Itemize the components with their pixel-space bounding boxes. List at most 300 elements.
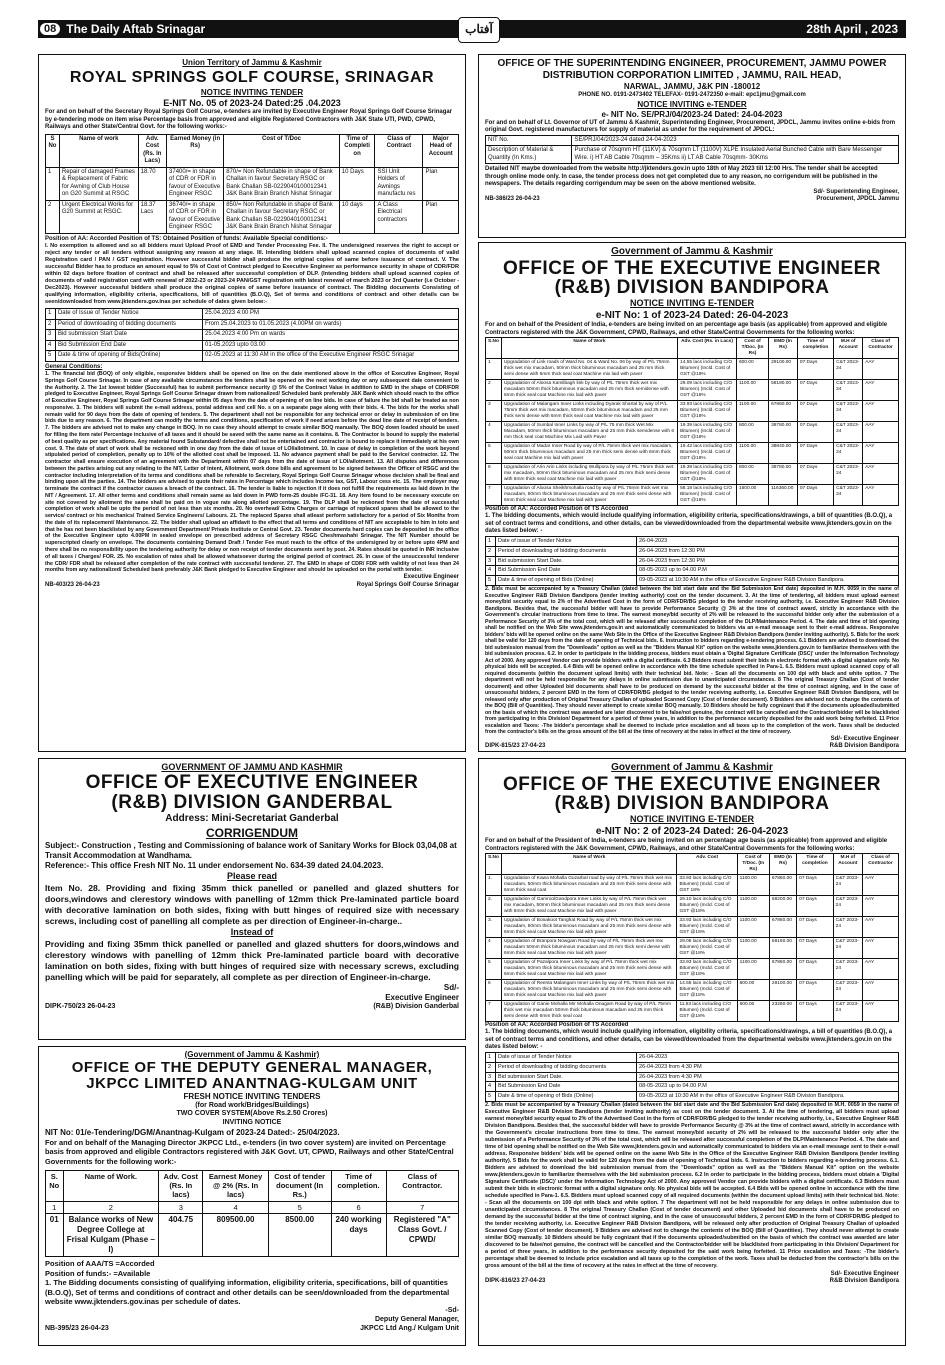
ad3-table-cell: C&T 2023-24: [834, 421, 863, 442]
ad5-table-header-row: [46, 1170, 459, 1201]
ad-jkpcc: [38, 1046, 466, 1346]
ad1-dates-cell: Date of Issue of Tender Notice: [55, 309, 202, 320]
ad4-sub: CORRIGENDUM: [206, 825, 298, 840]
ad1-dates-cell: Period of downloading of bidding documents: [55, 319, 202, 330]
ad5-work-cell: Balance works of New Degree College at Frisal Kulgam (Phase –I): [63, 1214, 159, 1257]
ad6-dates-table: [485, 1052, 899, 1102]
ad5-p1: 1. The Bidding documents consisting of qualifying information, eligibility criteria, specifications, bill of quantities (B.O.Q), Set of terms and conditions of contract and other details can be seen/downloaded from the departmental website www.jktenders.gov.inas per schedule of dates.: [45, 1277, 450, 1307]
ad4-reference: Reference:- This office Fresh NIT No. 11 under endorsement No. 634-39 dated 24.04.2023.: [45, 861, 384, 871]
ad3-table-cell: 800.00: [736, 421, 768, 442]
ad3-table-cell: AAY: [863, 421, 899, 442]
ad6-title2: (R&B) DIVISION BANDIPORA: [554, 793, 830, 815]
ad6-table-cell: Upgradation of Ganie Mohalla Mir Mohalla Onagam Road by way of P/L 75mm thick wet mix macadam 50mm thick bituminous macadam and 25 mm thick semi dense with 6mm thick seal coat: [501, 1000, 677, 1021]
ad3-table-header-row: [486, 338, 899, 359]
ad3-dates-cell: Period of downloading of bidding documents: [496, 546, 637, 556]
ad6-table-cell: 600.00: [737, 979, 769, 1000]
ad6-dates-row: [486, 1062, 899, 1072]
ad4-sig2: (R&B) Division Ganderbal: [373, 1003, 459, 1011]
ad1-dates-cell: From 25.04.2023 to 01.05.2023 (4.00PM on wards): [203, 319, 459, 330]
ad3-p1: 1. The bidding documents, which would include qualifying information, eligibility criteria, specifications/drawings, a bill of quantities (B.O.Q), a set of contract terms and conditions, and other details, can be viewed/downloaded from the departmental website www.jktenders.gov.in on the dates listed below: -: [485, 513, 893, 535]
ad5-sub1: FRESH NOTICE INVITING TENDERS: [183, 1091, 321, 1101]
ad3-table-row: [486, 463, 899, 484]
ad6-dates-cell: 26-04-2023 from 4:30 PM: [637, 1062, 899, 1072]
ad6-table-cell: 4: [486, 937, 502, 958]
ad3-table-cell: Upgradation of Arin Arin Links including Wullipora by way of P/L 75mm thick wet mix macadam, 50mm thick bituminous macadam and 25 mm thick semi dense with 6mm thick seal coat Machine mix laid with paver: [501, 463, 677, 484]
ad5-table-header-cell: Adv. Cost (Rs. In lacs): [159, 1170, 203, 1201]
ad5-pos1: Position of AAA/TS =Accorded: [45, 1259, 155, 1269]
ad1-dates-cell: 01-05.2023 upto 03.00: [203, 340, 459, 351]
ad6-p1: 1. The bidding documents, which would include qualifying information, eligibility criteria, specifications/drawings, a bill of quantities (B.O.Q), a set of contract terms and conditions, and other details, can be viewed/downloaded from the departmental website www.jktenders.gov.in on the dates listed below: -: [485, 1029, 893, 1051]
ad6-table-cell: C&T 2023-24: [833, 896, 862, 917]
ad6-table-cell: Upgradation of Bonakoot Tanghat Road by way of P/L 75mm thick wet mix macadam, 50mm thick bituminous macadam and 25 mm thick semi dense with 6mm thick seal coat Machine mix laid with paver: [501, 916, 677, 937]
ad6-table-row: [486, 875, 899, 896]
ad6-table-cell: 1100.00: [737, 958, 769, 979]
ad3-nit: e-NIT No: 1 of 2023-24 Dated: 26-04-2023: [595, 309, 789, 321]
ad6-table-cell: 07 Days: [797, 937, 834, 958]
ad6-dates-cell: 26-04-2023: [637, 1052, 899, 1062]
ad3-table-cell: AAY: [863, 442, 899, 463]
ad1-table-header-cell: Name of work: [59, 134, 138, 167]
ad1-dates-row: [46, 309, 459, 320]
ad6-table-cell: 29100.00: [769, 979, 796, 1000]
ad3-table-cell: 29100.00: [769, 359, 798, 380]
ad1-table-header-cell: Class of Contract: [375, 134, 423, 167]
ad1-table-cell: 18.37 Lacs: [138, 200, 166, 233]
ad5-number-cell: 3: [159, 1201, 203, 1213]
ad3-table-cell: 7: [486, 484, 502, 505]
ad2-table-cell: Description of Material & Quantity (In Kms.): [486, 146, 572, 164]
ad2-nit: e- NIT No. SE/PRJ/04/2023-24 Dated: 24-04-2023: [601, 109, 783, 119]
ad2-table-row: [486, 146, 899, 164]
ad6-table-cell: AAY: [862, 958, 898, 979]
ad3-dates-cell: 09-05-2023 at 10:30 AM in the office of Executive Engineer R&B Division Bandipora.: [637, 576, 899, 586]
ad3-table-cell: Upgradation of Aloosa Sheikhmohalla road by way of P/L 75mm thick wet mix macadam, 50mm thick bituminous macadam and 25 mm thick semi dense with 6mm thick seal coat Machine mix laid with paver: [501, 484, 677, 505]
ad5-number-row: [46, 1201, 459, 1213]
ad2-sub: NOTICE INVITING e-TENDER: [637, 99, 747, 109]
ad6-table-cell: 3.: [486, 916, 502, 937]
ad3-table-cell: 58180.00: [769, 380, 798, 401]
ad6-dates-cell: 09-05-2023 at 10:30 AM in the office of Executive Engineer R&B Division Bandipora.: [637, 1092, 899, 1102]
ad3-table-header-cell: Name of Work: [501, 338, 677, 359]
ad3-table-header-cell: Class of Contractor: [863, 338, 899, 359]
ad5-table-header-cell: Name of Work.: [63, 1170, 159, 1201]
page-header: [38, 20, 906, 38]
page-number: 08: [40, 23, 60, 35]
ad3-table-header-cell: Cost of T/Doc. (In Rs): [736, 338, 768, 359]
ad3-dates-cell: 08-05-2023 up to 04.00 P.M: [637, 566, 899, 576]
ad1-table-cell: 18.70: [138, 167, 166, 200]
ad6-dates-cell: 3: [486, 1072, 496, 1082]
ad1-intro: For and on behalf of the Secretary Royal Springs Golf Course, e-tenders are invited by Executive Engineer Royal Springs Golf Course Srinagar by e-tendering mode on item wise Percentage basis from approved and eligible Registered Contractors with J&K State UTI, PWD, CPWD, Railways and other State/Central Govt. for the following works:-: [45, 109, 453, 131]
ad5-gov: (Government of Jammu & Kashmir): [184, 1050, 320, 1059]
ad4-title1: OFFICE OF EXECUTIVE ENGINEER: [85, 772, 419, 794]
ad1-sig1: Executive Engineer: [403, 574, 459, 581]
ad6-table-cell: 29.08 lacs including C/O Bitumen) (Incld. Cost of GST @18%: [677, 937, 737, 958]
ad6-dates-row: [486, 1052, 899, 1062]
ad6-table-cell: 14.55 lacs including C/O Bitumen) (Incld. Cost of GST @18%: [677, 979, 737, 1000]
ad3-sig2: R&B Division Bandipora: [829, 743, 899, 750]
ad1-dates-cell: Bid submission Start Date: [55, 330, 202, 341]
ad3-table-header-cell: Time of completion: [797, 338, 833, 359]
ad6-table-cell: 07 Days: [797, 896, 834, 917]
ad3-table-cell: 07 Days: [797, 380, 833, 401]
ad3-table-cell: 600.00: [736, 359, 768, 380]
ad6-sub: NOTICE INVITING E-TENDER: [629, 814, 754, 825]
ad5-number-cell: 4: [203, 1201, 268, 1213]
ad3-table-cell: 4: [486, 421, 502, 442]
ad3-table-cell: 07 Days: [797, 442, 833, 463]
ad1-table-header-cell: S No: [46, 134, 60, 167]
ad6-table-cell: 07 Days: [797, 979, 834, 1000]
ad1-dates-row: [46, 319, 459, 330]
ad1-table-cell: Plan: [423, 167, 459, 200]
ad5-sub3: TWO COVER SYSTEM(Above Rs.2.50 Crores): [176, 1110, 328, 1118]
ad3-table-cell: C&T 2023-24: [834, 484, 863, 505]
ad3-aa: Position of AA: Accorded Position of TS Accorded: [485, 505, 629, 512]
ad6-table-cell: 7: [486, 1000, 502, 1021]
ad3-table-cell: 19.39 lacs including C/O Bitumen) (Incld. Cost of GST @18%: [678, 421, 737, 442]
ad-ganderbal: [38, 758, 466, 1040]
ad6-table-cell: 58160.00: [769, 937, 796, 958]
ad3-table-cell: Upgradation of Sumbal Inner Links by way of P/L 75 mm thick Wet Mix Macadam, 50mm thick bituminous macadam and 25 mm thick semidense with 6 mm thick seal coat Machine Mix Laid with Paver: [501, 421, 677, 442]
ad4-instead: Instead of: [230, 927, 274, 938]
ad5-sub2: (for Road work/Bridges/Buildings): [195, 1101, 309, 1109]
newspaper-name: The Daily Aftab Srinagar: [66, 22, 206, 36]
ad6-dates-row: [486, 1072, 899, 1082]
ad5-number-cell: 7: [386, 1201, 458, 1213]
ad6-table-cell: 1100.00: [737, 937, 769, 958]
ad5-intro: For and on behalf of the Managing Director JKPCC Ltd., e-tenders (in two cover system) are invited on Percentage basis from approved and eligible Contractors registered with J&K Govt. UT, CPWD, Railways and other State/Central Governments for the following work:-: [45, 1137, 454, 1166]
ad3-table-cell: AAY: [863, 380, 899, 401]
ad3-table-cell: Upgradation of Link roads of Ward No. 04 & Ward No. 06 by way of P/L 75mm thick wet mix macadam, 50mm thick bituminous macadam and 25 mm thick semi dense with 6mm thick seal coat Machine mix laid with paver: [501, 359, 677, 380]
ad6-table-header-cell: Class of Contractor: [862, 854, 898, 875]
ad5-table-header-cell: S. No: [46, 1170, 64, 1201]
ad-bandipora-1: [478, 242, 906, 752]
ad3-ref: DIPK-815/23 27-04-23: [485, 743, 546, 750]
ad3-table-cell: 1600.00: [736, 484, 768, 505]
ad1-table-cell: A Class Electrical contractors: [375, 200, 423, 233]
ad6-table-cell: C&T 2023-24: [833, 916, 862, 937]
ad1-table-cell: 1: [46, 167, 60, 200]
ad3-body: 2. Bids must be accompanied by a Treasury Challan (dated between the bid start date and the Bid Submission End date) deposited in M.H. 0059 in the name of Executive Engineer R&B Division Bandipora (tender inviting authority) cost on the tender document. 3. At the time of tendering, all bidders must upload earnest money/bid security equal to 2% of the Advertised Cost in the form of CDR/FDR/BG pledged to the tender receiving authority, i.e. Executive Engineer R&B Division Bandipora. Besides that, the successful bidder will have to provide Performance Security @ 3% at the time of contract award, strictly in accordance with the Government's circular instructions from time to time. The earnest money/bid security of 2% will be released to the successful bidder only after the submission of a Performance Security of 3% of the total cost, which will be released after successful completion of the DLP/Maintenance Period. 4. The date and time of bid opening shall be notified on the Web Site www.jktenders.gov.in and automatically communicated to bidders via an e-mail message sent to their e-mail address. Responsive bidders' bids will be opened online on the same Web Site in the Office of the Executive Engineer R&B Division Bandipora (tender inviting authority). 5. Bids for the work shall be valid for 120 days from the date of opening of Technical bids. 6. Instruction to bidders regarding e-tendering process. 6.1 Bidders are advised to download the bid submission manual from the "Downloads" option as well as the "Bidders Manual Kit" option on the website www.jktenders.gov.in to familiarize themselves with the bid submission process. 6.2. In order to participate in the bidding process, bidders must obtain a 'Digital Signature Certificate (DSC)' under the Information Technology Act of 2000. Any approved Vendor can provide bidders with a digital certificate. 6.3 Bidders must submit their bids in electronic format with a digital signature only. No physical bids will be accepted. 6.4 Bids will be opened online in accordance with the time schedule specified in Para-1. 6.5. Bidders must upload scanned copy of all required documents (within the document upload limits) with their technical bid. Note: - Scan all the documents on 100 dpi with black and white option. 7 The department will not be held responsible for any delays in online submission due to unanticipated circumstances. 8 The original Treasury Challan (Cost of tender document) and other Uploaded bid documents shall have to be produced on demand by the successful bidder at the time of contract signing, and in the case of unsuccessful bidders, 2 percent EMD in the form of CDR/FDR/BG pledged to the tender receiving authority, i.e. Executive Engineer R&B Division Bandipora, will be released only after production of Original Treasury Challan of uploaded Scanned Copy (Cost of tender document). 9 Bidders are advised not to change the contents of the BOQ (Bill of Quantities). They should never attempt to create similar BOQ manually. 10 Bidders should be fully cognizant that if the documents uploaded/submitted on the basis of which the contract was awarded are later discovered to be false/not genuine, the contract will be cancelled and the Contractor/bidder will be blacklisted from participating in this Division/ Department for a period of three years, in addition to the performance security deposited for the said work being forfeited. 11 Price escalation and Taxes: -The bidder's percentage shall be deemed to include price escalation and all taxes up to the completion of the work. Taxes shall be deducted from the contractor's bills on the gross amount of the bill at the time of recovery at the rates in effect at the time of recovery.: [485, 586, 899, 736]
ad6-table-cell: C&T 2023-24: [833, 937, 862, 958]
ad3-dates-cell: 26-04-2023 from 12:30 PM: [637, 556, 899, 566]
ad2-sig1: Sd/- Superintending Engineer,: [813, 188, 899, 195]
ad3-dates-row: [486, 536, 899, 546]
ad1-table-cell: 2: [46, 200, 60, 233]
ad1-sub: NOTICE INVITING TENDER: [200, 88, 304, 97]
ad6-table-cell: 67860.00: [769, 916, 796, 937]
ad6-table-cell: AAY: [862, 896, 898, 917]
ad6-table-cell: 11.63 lacs including C/O Bitumen) (Incld. Cost of GST @18%: [677, 1000, 737, 1021]
ad3-title1: OFFICE OF THE EXECUTIVE ENGINEER: [502, 257, 882, 279]
ad1-ut: Union Territory of Jammu & Kashmir: [182, 58, 322, 67]
ad1-table-row: [46, 200, 459, 233]
ad3-table-header-cell: Adv. Cost (Rs. in Lacs): [678, 338, 737, 359]
ad3-title2: (R&B) DIVISION BANDIPORA: [554, 277, 830, 299]
ad3-dates-cell: 2: [486, 546, 496, 556]
ad6-table-cell: 1100.00: [737, 875, 769, 896]
ad3-dates-row: [486, 566, 899, 576]
ad3-table-cell: 800.00: [736, 463, 768, 484]
ad3-table-header-cell: S.No: [486, 338, 502, 359]
ad3-intro: For and on behalf of the President of India, e-tenders are being invited on an percentage age basis (as applicable) from approved and eligible Contractors registered with the J&K Government, CPWD, Railways, and other State/Central Governments for the following works:: [485, 322, 888, 336]
ad6-sig2: R&B Division Bandipora: [829, 1278, 899, 1284]
ad3-table-cell: 07 Days: [797, 421, 833, 442]
ad6-table-cell: C&T 2023-24: [833, 1000, 862, 1021]
ad6-dates-cell: 4: [486, 1082, 496, 1092]
ad3-table-cell: 38840.00: [769, 442, 798, 463]
ad1-table-cell: Plan: [423, 200, 459, 233]
ad6-dates-cell: 08-05-2023 up to 04.00 P.M: [637, 1082, 899, 1092]
ad1-table-cell: 870/= Non Refundable in shape of Bank Challan in favour Secretary RSGC or Bank Challan SB-0229040100012341 J&K Bank Brain Branch Nishat Srinagar: [224, 167, 340, 200]
ad6-table-header-cell: M.H of Account: [833, 854, 862, 875]
ad5-work-cell: 809500.00: [203, 1214, 268, 1257]
ad6-table-cell: 33.93 lacs including C/O Bitumen) (Incld. Cost of GST 18%: [677, 875, 737, 896]
issue-date: 28th April , 2023: [806, 22, 898, 36]
ad5-sig1: Deputy General Manager,: [374, 1315, 459, 1323]
ad1-table-header-row: [46, 134, 459, 167]
ad6-table-header-row: [486, 854, 899, 875]
ad1-sig2: Royal Springs Golf Course Srinagar: [356, 581, 459, 588]
ad3-table-cell: C&T 2023-24: [834, 359, 863, 380]
ad5-title2: JKPCC LIMITED ANANTNAG-KULGAM UNIT: [86, 1074, 418, 1092]
ad3-dates-cell: 26-04-2023: [637, 536, 899, 546]
ad5-table-header-cell: Earnest Money @ 2% (Rs. In lacs): [203, 1170, 268, 1201]
ad2-table-cell: SE/PRJ/04/2023-24 dated 24-04-2023: [572, 135, 899, 146]
ad1-works-table: [45, 134, 459, 234]
ad3-table-cell: Upgradation of Madar Inner Road by way of P/L 75mm thick wet mix macadam, 50mm thick bituminous macadam and 25 mm thick semi dense with 6mm thick seal coat Machine mix laid with paver: [501, 442, 677, 463]
ad6-dates-cell: 5: [486, 1092, 496, 1102]
ad3-dates-cell: 5: [486, 576, 496, 586]
ad3-table-cell: C&T 2023-24: [834, 442, 863, 463]
ad3-table-cell: 38780.00: [769, 421, 798, 442]
ad2-intro: For and on behalf of Lt. Governor of UT of Jammu & Kashmir, Superintending Engineer, Procurement, JPDCL, Jammu invites online e-bids from original Govt. registered manufacturers for supply of material as under for the requirement of JPDCL:: [485, 119, 896, 133]
ad2-table-cell: Purchase of 70sqmm HT (11KV) & 70sqmm LT (1100V) XLPE Insulated Aerial Bunched Cable with Bare Messenger Wire. i) HT AB Cable 70sqmm – 35Kms ii) LT AB Cable 70sqmm- 30Kms: [572, 146, 899, 164]
ad5-title1: OFFICE OF THE DEPUTY GENERAL MANAGER,: [71, 1059, 433, 1076]
ad1-table-header-cell: Time of Completi on: [339, 134, 375, 167]
ad5-sig2: JKPCC Ltd Ang./ Kulgam Unit: [360, 1324, 459, 1332]
ad1-table-cell: 10 days: [339, 200, 375, 233]
ad4-gov: GOVERNMENT OF JAMMU AND KASHMIR: [161, 762, 343, 772]
ad-jpdcl: [478, 54, 906, 238]
ad3-table-cell: 6: [486, 463, 502, 484]
ad3-table-cell: AAY: [863, 484, 899, 505]
ad3-dates-cell: Bid submission Start Date.: [496, 556, 637, 566]
ad4-subject: Subject:- Construction , Testing and Commissioning of balance work of Sanitary Works for Block 03,04,08 at Transit Accommodation at Wandhama.: [45, 840, 457, 861]
ad6-table-cell: Upgradation of Pazalpora Inner Links by way of P/L 75mm thick wet mix macadam, 50mm thick bituminous macadam and 25 mm thick semi dense with 6mm thick seal coat Machine mix laid with paver: [501, 958, 677, 979]
ad6-table-cell: 07 Days: [797, 958, 834, 979]
ad4-ref: DIPK-750/23 26-04-23: [45, 1003, 116, 1011]
ad6-table-cell: AAY: [862, 979, 898, 1000]
ad6-dates-cell: 26-04-2023 from 4:30 PM: [637, 1072, 899, 1082]
ad3-table-row: [486, 484, 899, 505]
ad6-table-cell: C&T 2023-24: [833, 979, 862, 1000]
ad6-table-cell: 67860.00: [769, 958, 796, 979]
ad-bandipora-2: [478, 758, 906, 1346]
ad5-number-cell: 6: [331, 1201, 386, 1213]
ad1-dates-row: [46, 330, 459, 341]
ad2-table-row: [486, 135, 899, 146]
ad3-dates-cell: 4: [486, 566, 496, 576]
ad3-dates-cell: 3: [486, 556, 496, 566]
ad6-table-cell: 6: [486, 979, 502, 1000]
ad1-table-cell: Repair of damaged Frames & Replacement of Fabric for Awning of Club House on G20 Summit at RSGC: [59, 167, 138, 200]
ad3-table-cell: 19.39 lacs including C/O Bitumen) (Incld. Cost of GST @18%: [678, 463, 737, 484]
ad1-general-conditions: 1. The financial bid (BOQ) of only eligible, responsive bidders shall be opened on line on the date mentioned above in the office of Executive Engineer, Royal Springs Golf Course Srinagar. In case of any available circumstances the tenders shall be opened on the next working day or any subsequent date convenient to the Authority. 2. The 1st lowest bidder (Successful) has to submit performance security @ 5% of the Contract Value in addition to EMD in the shape of CDR/FDR pledged to Executive Engineer, Royal Springs Golf Course Srinagar drawn from nationalized/ Scheduled bank preferably J&K Bank which should reach to the office of Executive Engineer, Royal Springs Golf Course Srinagar within 05 days from the date of opening of on line bids. In case of failure the bid shall be treated as non responsive. 3. The bidders will submit the e-mail address, postal address and cell No. s on a separate page along with their bids. 4. The bids for the works shall remain valid for 90 days from the date of opening of tenders. 5. The department shall not be responsible for any technical error or delay in submission of on line bids due to any reason. 6. The department can modify the terms and conditions, specification of work if need arises before the dead line date of receipt of tenders. 7. The bidders are advised not to make any change in BOQ. In no case they should attempt to create similar BOQ manually. The BOQ down loaded should be used for filling the item rate/ Percentage inclusive of all taxes and it should be saved with the same name as it contains. 8. The Contractor is bound to supply the material of best quality as per specifications. Any material found Substandard/ defective shall not be entertained and contractor is bound to replace it immediately at his own cost. 9. The date of start of work shall be reckoned with in one day from the date of issue of LOI/allotment. 10. In case of delay in completion of the work beyond stipulated period of completion, penalty up to 10% of the allotted cost shall be imposed. 11. No advance payment shall be paid to the Service/ contractor. 12. The contractor shall ensure execution of an agreement with the Department within 07 days from the date of issue of LOI/allotment. 13. All disputes and differences between the parties arising out any relating to the NIT, Letter of intent, Allotment, work done bills and agreement to be signed between the Officer of RSGC and the contractor including interpretation of its terms and conditions shall be referable to Secretary, Royal Springs Golf Course Srinagar whose decision shall be final and binding upon all the parties. 14. The bidders are advised to quote their rates in Percentage which includes Income tax, GST, Labour cess etc. 15. The employer may terminate the contract if the contractor causes a breach of the contract. 16. The tender is liable to rejection if it does not fulfill the requirements as laid down in the NIT / Agreement. 17. All other terms and conditions shall remain same as laid down in PWD form-25 double /FC-31. 18. Any item found to be necessary execute on site not covered by allotment the same shall be paid on in vogue rate along allotted percentage. 19. The DLP shall be reckoned from the date of successful completion of work shall be upto the period of not less than six months. 20. No overhead/ Extra Charges or carriage of replaced spares shall be allowed to the service/ contract or his mechanics/ Trained Service Engineers/ Labours. 21. The replaced Spares shall atleast perform satisfactory for a period of Six Months from the date of its replacement/ Maintenance. 22. The bidder shall upload an affidavit to the effect that all terms and conditions of NIT are acceptable to him in toto and that he has not been blacklisted by any Government Department/ Private Institute or Central Govt. 23. Tender documents hard copies can be deposited in the office of the Executive Engineer upto 4.00PM in sealed envelope on prescribed address of Secretary RSGC Cheshmashahi Srinagar. The NIT Number should be superscripted clearly on envelope. The documents containing Demand Draft / Tender Fee must reach to the office of the undersigned by or before upto 4PM and there shall be no responsibility upon the tendering authority for delay or non receipt of tender documents sent by post. 24. Rates should be quoted in INR inclusive of all taxes / Charges/ FOR. 25. No escalation of rates shall be allowed whatsoever during the original period of contract. 26. In case of the unsuccessful tenderer the CDR/ FDR shall be released after completion of the rate contract with successful tenderer. 27. The EMD in shape of CDR/ FDR with validity of not less than 24 months from any nationalized/ Scheduled bank preferably J&K Bank pledged to Executive Engineer and should be uploaded on the portal with tender.: [45, 371, 459, 574]
ad1-table-cell: 37400/= in shape of CDR or FDR in favour of Executive Engineer RSGC: [167, 167, 224, 200]
ad3-dates-row: [486, 556, 899, 566]
ad4-instead-text: Providing and fixing 35mm thick panelled or panelled and glazed shutters for doors,windows and clerestory windows with panelling of 12mm thick Pre-laminated particle board with decorative lamination on both sides, fixing with butt hinges of required size with necessary screws, excluding panelling which will be paid for separately, all complete as per direction of Engineer-in-charge.: [45, 938, 459, 983]
ad1-table-cell: 10 Days: [339, 167, 375, 200]
ad4-addr: Address: Mini-Secretariat Ganderbal: [165, 813, 339, 825]
ad6-works-table: [485, 853, 899, 1022]
ad4-sd: Sd/-: [443, 983, 459, 993]
ad3-table-cell: 07 Days: [797, 484, 833, 505]
ad6-table-cell: AAY: [862, 1000, 898, 1021]
ad3-dates-table: [485, 536, 899, 586]
ad2-detail: Detailed NIT maybe downloaded from the website http://jktenders.gov.in upto 18th of May 2023 till 12:00 Hrs. The tender shall be accepted through online mode only. In case, the tender process does not get completed due to any reason, no corrigendum will be published in the newspapers. The details regarding corrigendum may be seen on the above mentioned website.: [485, 166, 878, 187]
ad3-table-cell: 1100.00: [736, 400, 768, 421]
ad6-table-cell: C&T 2023-24: [833, 958, 862, 979]
ad6-table-cell: 33.93 lacs including C/O Bitumen) (Incld. Cost of GST @18%: [677, 916, 737, 937]
ad3-table-cell: 3: [486, 400, 502, 421]
ad5-ref: NB-395/23 26-04-23: [45, 1324, 109, 1332]
ad3-table-row: [486, 442, 899, 463]
ad3-table-cell: 5: [486, 442, 502, 463]
ad4-title2: (R&B) DIVISION GANDERBAL: [111, 792, 393, 814]
ad6-table-row: [486, 916, 899, 937]
ad3-table-cell: 33.93 lacs including C/O Bitumen) (Incld. Cost of GST @18%: [678, 400, 737, 421]
ad4-sig1: Executive Engineer: [385, 993, 459, 1003]
ad6-table-cell: 07 Days: [797, 916, 834, 937]
ad3-table-cell: 07 Days: [797, 463, 833, 484]
ad3-table-header-cell: EMD (In Rs): [769, 338, 798, 359]
ad3-dates-row: [486, 576, 899, 586]
ad1-dates-cell: 02-05.2023 at 11:30 AM in the office of the Executive Engineer RSGC Srinagar: [203, 351, 459, 362]
ad-royal-springs: [38, 54, 466, 752]
ad5-work-cell: 8500.00: [268, 1214, 331, 1257]
ad1-table-header-cell: Cost of T/Doc: [224, 134, 340, 167]
ad1-dates-cell: 25.04.2023 4:00 PM: [203, 309, 459, 320]
ad3-table-cell: 58.18 lacs including C/O Bitumen) (Incld. Cost of GST @18%: [678, 484, 737, 505]
ad1-title: ROYAL SPRINGS GOLF COURSE, SRINAGAR: [69, 69, 435, 86]
ad3-table-cell: C&T 2023-24: [834, 463, 863, 484]
ad6-table-row: [486, 958, 899, 979]
ad3-dates-cell: Date of issue of Tender Notice: [496, 536, 637, 546]
ad6-table-cell: 2.: [486, 896, 502, 917]
ad1-table-header-cell: Adv. Cost (Rs. In Lacs): [138, 134, 166, 167]
ad6-dates-cell: Bid submission Start Date.: [496, 1072, 637, 1082]
ad2-ref: NB-386/23 26-04-23: [485, 196, 540, 202]
ad1-dates-cell: 25.04.2023 4:00 Pm on wards: [203, 330, 459, 341]
ad5-work-cell: Registered "A" Class Govt. / CPWD/: [386, 1214, 458, 1257]
ad2-sig2: Procurement, JPDCL Jammu: [816, 196, 899, 202]
ad4-item28: Item No. 28. Providing and fixing 35mm thick panelled or panelled and glazed shutters for doors,windows and clerestory windows with panelling of 12mm thick Pre-laminated particle board with decorative lamination on both sides, fixing with butt hinges of required size with necessary screws, including cost of panelling all complete as per direction of Engineer-in-charge..: [45, 882, 459, 927]
ad6-intro: For and on behalf of the President of India, e-tenders are being invited on an percentage age basis (as applicable) from approved and eligible Contractors registered with the J&K Government, CPWD, Railways, and other State/Central Governments for the following works:: [485, 838, 888, 852]
ad5-work-cell: 01: [46, 1214, 64, 1257]
ad3-table-cell: AAY: [863, 463, 899, 484]
ad5-works-table: [45, 1170, 459, 1258]
ad1-dates-cell: Date & time of opening of Bids(Online): [55, 351, 202, 362]
ad6-dates-cell: 1: [486, 1052, 496, 1062]
ad6-table-cell: 33.93 lacs including C/O Bitumen) (Incld. Cost of GST @18%: [677, 958, 737, 979]
ad3-table-cell: 1100.00: [736, 380, 768, 401]
ad1-table-header-cell: Earned Money (in Rs): [167, 134, 224, 167]
ad1-dates-cell: 5: [46, 351, 56, 362]
ad2-addr: NARWAL, JAMMU, J&K PIN -180012: [623, 82, 761, 91]
ad6-table-cell: Upgradation of Branpora Nowgam Road by way of P/L 75mm thick wet mix macadam 50mm thick bituminous macadam and 25 mm thick semi dense with 6mm thick seal coat Machine mix laid with paver: [501, 937, 677, 958]
ad6-dates-cell: Period of downloading of bidding documents: [496, 1062, 637, 1072]
ad6-table-row: [486, 937, 899, 958]
ad6-nit: e-NIT No: 2 of 2023-24 Dated: 26-04-2023: [595, 825, 789, 837]
ad6-dates-cell: Date of issue of Tender Notice: [496, 1052, 637, 1062]
ad3-table-cell: 116360.00: [769, 484, 798, 505]
ad3-table-cell: Upgradation of Aloosa Kamlibagh link by way of P/L 75mm thick wet mix macadam 50mm thick bituminous macadam and 25 mm thick semidense with 6mm thick seal coat Machine mix laid with paver: [501, 380, 677, 401]
ad3-table-cell: C&T 2023-24: [834, 380, 863, 401]
ad3-table-cell: 14.55 lacs including C/O Bitumen) (Incld. Cost of GST @18%: [678, 359, 737, 380]
ad5-table-header-cell: Time of completion.: [331, 1170, 386, 1201]
ad3-gov: Government of Jammu & Kashmir: [611, 246, 773, 257]
ad6-table-cell: 58200.00: [769, 896, 796, 917]
ad3-table-cell: 2: [486, 380, 502, 401]
ad6-table-cell: Upgradation of Reenta Malangam Inner Links by way of P/L 75mm thick wet mix macadam, 50mm thick bituminous macadam and 25 mm thick semi dense with 6mm thick seal coat Machine mix laid with paver: [501, 979, 677, 1000]
ad3-dates-cell: 26-04-2023 from 12:30 PM: [637, 546, 899, 556]
ad5-table-header-cell: Cost of tender document (In Rs.): [268, 1170, 331, 1201]
ad6-table-header-cell: Adv. Cost: [677, 854, 737, 875]
masthead-logo: آفتاب: [458, 17, 500, 43]
ad5-work-cell: 240 working days: [331, 1214, 386, 1257]
ad3-works-table: [485, 337, 899, 506]
ad6-dates-row: [486, 1092, 899, 1102]
ad3-table-cell: AAY: [863, 400, 899, 421]
ad3-table-cell: Upgradation of Malangam Inner Links including Dyarak Shartal by way of P/L 75mm thick wet mix macadam, 50mm thick bituminous macadam and 25 mm thick semi dense with 6mm thick seal coat Machine mix laid with paver: [501, 400, 677, 421]
ad6-table-row: [486, 979, 899, 1000]
ad6-table-cell: C&T 2023-24: [833, 875, 862, 896]
ad1-gc-title: General Conditions:: [45, 363, 103, 370]
ad6-table-cell: 5: [486, 958, 502, 979]
ad1-dates-cell: Bid Submission End Date: [55, 340, 202, 351]
ad6-title1: OFFICE OF THE EXECUTIVE ENGINEER: [502, 773, 882, 795]
ad6-table-cell: AAY: [862, 916, 898, 937]
ad3-table-cell: 07 Days: [797, 400, 833, 421]
ad4-please-read: Please read: [226, 871, 278, 882]
ad3-table-cell: C&T 2023-24: [834, 400, 863, 421]
ad6-table-cell: 600.00: [737, 1000, 769, 1021]
ad1-dates-table: [45, 308, 459, 362]
ad5-pos2: Position of funds:- =Available: [45, 1268, 151, 1278]
ad1-conditions: I. No exemption is allowed and so all bidders must Upload Proof of EMD and Tender Processing Fee. II. The undersigned reserves the right to accept or reject any tender or all tenders without assigning any reason at any stage. III. Intending bidders shall upload scanned copies of documents of valid Registration card / PAN / GST registration. However successful bidder shall produce the original copies of same before issuance of contract. V. The successful Bidder has to produce an amount equal to 5% of Cost of Contract pledged to Executive Engineer as performance security in shape of CDR/FDR within 02 days before fixation of contract and shall be released after successful completion of DLP. (Intending bidders shall upload scanned copies of documents of valid registration card with renewal of 2022-23 or 2023-24 PAN/GST registration with latest renewal of march 2023 or 3rd Quarter (i.e October -Dec2023). However successful bidders shall produce the original copies of same before issuance of contract. The Bidding documents Consisting of qualifying information, eligibility criteria, specifications, bill of quantities (B.O.Q), Set of terms and conditions of contract and other details can be seen/downloaded from www.jktenders.gov.inas per schedule of dates given below:-: [45, 243, 459, 306]
ad6-table-cell: AAY: [862, 875, 898, 896]
ad6-table-cell: 29.10 lacs including C/O Bitumen) (Incld. Cost of GST @18%: [677, 896, 737, 917]
ad6-table-cell: 1.: [486, 875, 502, 896]
ad3-table-row: [486, 359, 899, 380]
ad1-dates-cell: 3: [46, 330, 56, 341]
ad3-dates-cell: Date & time of opening of Bids (Online): [496, 576, 637, 586]
ad1-aa: Position of AA: Accorded Position of TS: Obtained Position of funds: Available Special conditions:-: [45, 235, 328, 242]
ad6-table-cell: Upgradation of Kawa Mohalla Guzarbal road by way of P/L 75mm thick wet mix macadam, 50mm thick bituminous macadam and 25 mm thick semi dense with 6mm thick seal coat: [501, 875, 677, 896]
ad5-number-cell: 2: [63, 1201, 159, 1213]
ad3-table-cell: 19.42 lacs including C/O Bitumen) (Incld. Cost of GST @18%: [678, 442, 737, 463]
ad3-table-cell: 38780.00: [769, 463, 798, 484]
ad3-table-row: [486, 421, 899, 442]
ad6-table-cell: AAY: [862, 937, 898, 958]
ad6-dates-row: [486, 1082, 899, 1092]
ad6-table-cell: 07 Days: [797, 875, 834, 896]
ad6-table-header-cell: Time of completion: [797, 854, 834, 875]
ad6-ref: DIPK-816/23 27-04-23: [485, 1278, 546, 1284]
ad1-nit: E-NIT No. 05 of 2023-24 Dated:25 .04.2023: [163, 98, 341, 108]
